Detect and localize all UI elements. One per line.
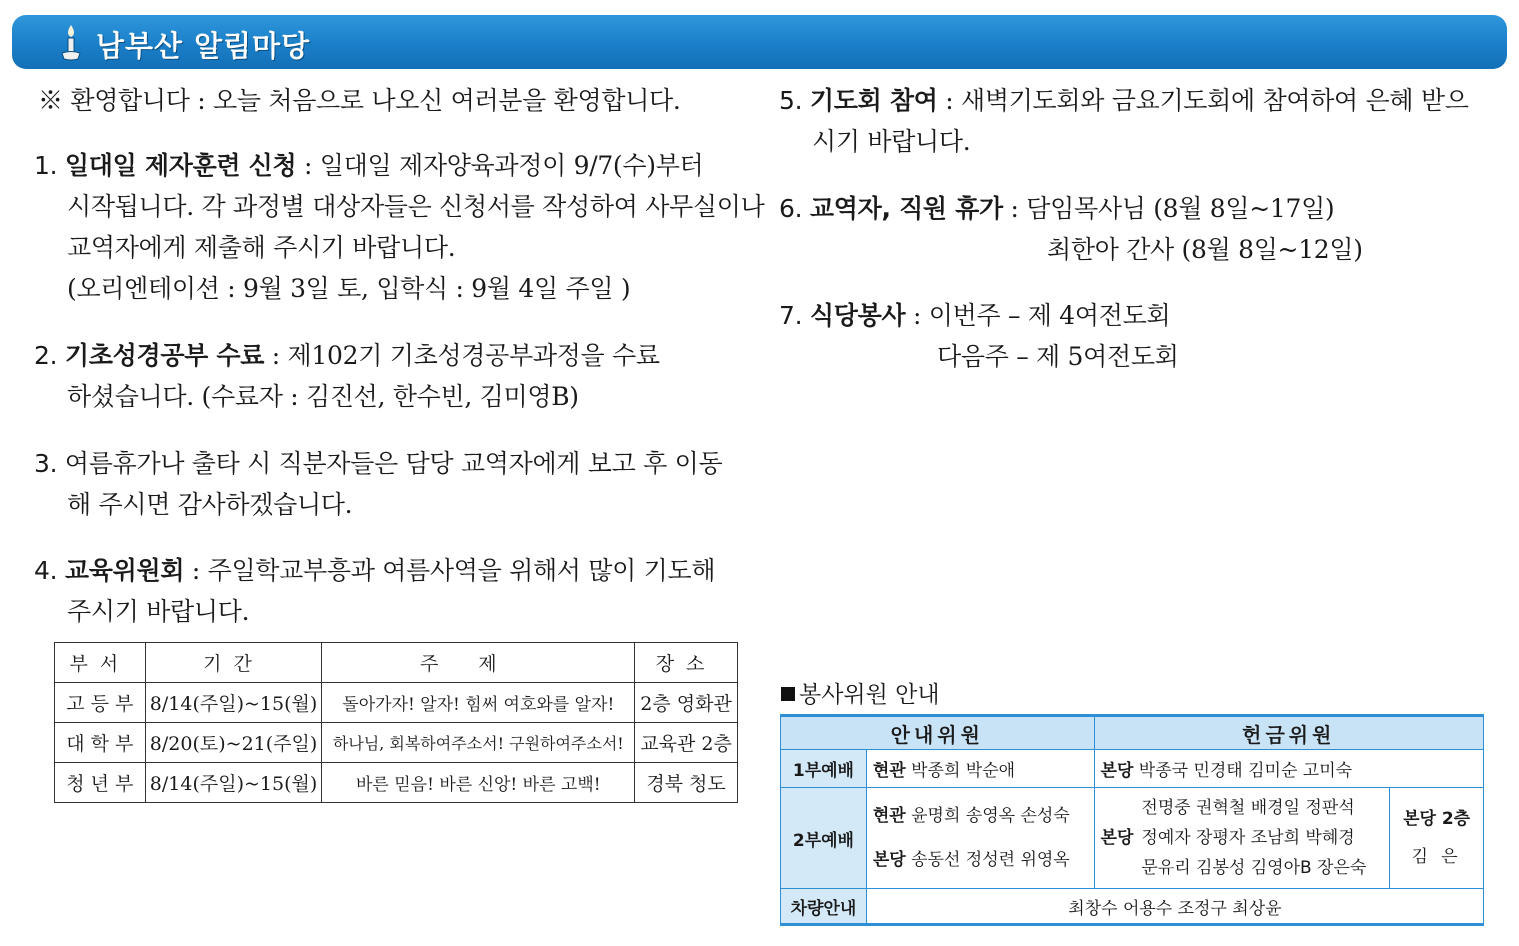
item-number: 2. <box>34 341 58 370</box>
notice-item-4 <box>34 550 715 632</box>
theme-cell: 바른 믿음! 바른 신앙! 바른 고백! <box>322 763 635 803</box>
item-text: (오리엔테이션 : 9월 3일 토, 입학식 : 9월 4일 주일 ) <box>67 274 631 303</box>
table-row <box>781 889 1484 925</box>
location-label: 본당 <box>1100 761 1134 781</box>
dept-cell: 대 학 부 <box>55 723 146 763</box>
item-heading: 교역자, 직원 휴가 <box>809 194 1003 223</box>
item-text: 여름휴가나 출타 시 직분자들은 담당 교역자에게 보고 후 이동 <box>57 449 723 478</box>
location-label: 현관 <box>872 806 906 826</box>
names: 전명중 권혁철 배경일 정판석 <box>1141 798 1355 818</box>
square-bullet-icon <box>781 687 795 701</box>
item-text: : 새벽기도회와 금요기도회에 참여하여 은혜 받으 <box>937 86 1469 115</box>
names: 정예자 장평자 조남희 박혜경 <box>1141 828 1355 848</box>
header-cell: 장소 <box>635 643 738 683</box>
table-row <box>55 723 738 763</box>
period-cell: 8/20(토)~21(주일) <box>145 723 322 763</box>
dept-cell: 고 등 부 <box>55 683 146 723</box>
period-cell: 8/14(주일)~15(월) <box>145 683 322 723</box>
offering-cell <box>1094 788 1390 889</box>
item-text: 시작됩니다. 각 과정별 대상자들은 신청서를 작성하여 사무실이나 <box>67 192 765 221</box>
page-title: 남부산 알림마당 <box>96 29 311 63</box>
row-label: 2부예배 <box>781 788 867 889</box>
guide-cell <box>866 788 1094 889</box>
location-label: 현관 <box>872 761 906 781</box>
item-number: 3. <box>34 449 58 478</box>
place-cell: 경북 청도 <box>635 763 738 803</box>
item-text: : 이번주 – 제 4여전도회 <box>905 301 1171 330</box>
guide-cell <box>866 750 1094 788</box>
notice-item-5 <box>779 80 1469 162</box>
table-row <box>55 683 738 723</box>
names: 송동선 정성련 위영옥 <box>911 850 1070 870</box>
header-cell: 부서 <box>55 643 146 683</box>
item-heading: 기도회 참여 <box>809 86 938 115</box>
item-heading: 식당봉사 <box>809 301 906 330</box>
item-text: 교역자에게 제출해 주시기 바랍니다. <box>67 233 456 262</box>
item-text: : 제102기 기초성경공부과정을 수료 <box>264 341 660 370</box>
service-table <box>780 714 1484 926</box>
item-text: : 담임목사님 (8월 8일~17일) <box>1002 194 1335 223</box>
notice-item-7 <box>779 295 1179 377</box>
candle-icon <box>56 23 86 63</box>
item-number: 6. <box>779 194 803 223</box>
service-caption <box>781 676 940 709</box>
dept-cell: 청 년 부 <box>55 763 146 803</box>
offering-extra-cell <box>1390 788 1484 889</box>
names: 윤명희 송영옥 손성숙 <box>911 806 1070 826</box>
vehicle-cell: 최창수 어용수 조정구 최상윤 <box>866 889 1483 925</box>
header-cell: 기간 <box>145 643 322 683</box>
names: 박종희 박순애 <box>911 761 1016 781</box>
place-cell: 2층 영화관 <box>635 683 738 723</box>
item-text: 해 주시면 감사하겠습니다. <box>67 490 353 519</box>
item-text: 시기 바랍니다. <box>812 127 971 156</box>
guide-header: 안내위원 <box>781 716 1095 750</box>
row-label: 1부예배 <box>781 750 867 788</box>
header-cell: 주제 <box>322 643 635 683</box>
table-row <box>781 788 1484 889</box>
item-heading: 기초성경공부 수료 <box>64 341 265 370</box>
location-label: 본당 <box>1100 828 1134 848</box>
names: 문유리 김봉성 김영아B 장은숙 <box>1141 858 1367 878</box>
notice-item-2 <box>34 335 660 417</box>
place-cell: 교육관 2층 <box>635 723 738 763</box>
item-text: 주시기 바랍니다. <box>67 597 250 626</box>
item-text: 최한아 간사 (8월 8일~12일) <box>1047 235 1363 264</box>
notice-item-3 <box>34 443 722 525</box>
item-number: 1. <box>34 151 58 180</box>
table-header-row <box>781 716 1484 750</box>
service-caption-text: 봉사위원 안내 <box>799 682 940 708</box>
offering-header: 헌금위원 <box>1094 716 1483 750</box>
welcome-text <box>38 80 681 121</box>
header-banner <box>12 15 1507 69</box>
item-heading: 일대일 제자훈련 신청 <box>64 151 297 180</box>
item-text: : 주일학교부흥과 여름사역을 위해서 많이 기도해 <box>184 556 716 585</box>
item-number: 4. <box>34 556 58 585</box>
row-label: 차량안내 <box>781 889 867 925</box>
item-number: 5. <box>779 86 803 115</box>
names: 박종국 민경태 김미순 고미숙 <box>1138 761 1353 781</box>
table-row <box>55 763 738 803</box>
item-text: 다음주 – 제 5여전도회 <box>937 342 1179 371</box>
location-label: 본당 2층 <box>1403 809 1471 829</box>
events-table <box>54 642 738 803</box>
table-row <box>781 750 1484 788</box>
offering-cell <box>1094 750 1483 788</box>
location-label: 본당 <box>872 850 906 870</box>
period-cell: 8/14(주일)~15(월) <box>145 763 322 803</box>
item-number: 7. <box>779 301 803 330</box>
theme-cell: 돌아가자! 알자! 힘써 여호와를 알자! <box>322 683 635 723</box>
item-text: 하셨습니다. (수료자 : 김진선, 한수빈, 김미영B) <box>67 382 579 411</box>
notice-item-6 <box>779 188 1363 270</box>
notice-item-1 <box>34 145 764 309</box>
welcome-line: ※ 환영합니다 : 오늘 처음으로 나오신 여러분을 환영합니다. <box>38 86 681 115</box>
item-heading: 교육위원회 <box>64 556 185 585</box>
table-header-row <box>55 643 738 683</box>
theme-cell: 하나님, 회복하여주소서! 구원하여주소서! <box>322 723 635 763</box>
names: 김 은 <box>1411 847 1462 867</box>
item-text: : 일대일 제자양육과정이 9/7(수)부터 <box>296 151 704 180</box>
